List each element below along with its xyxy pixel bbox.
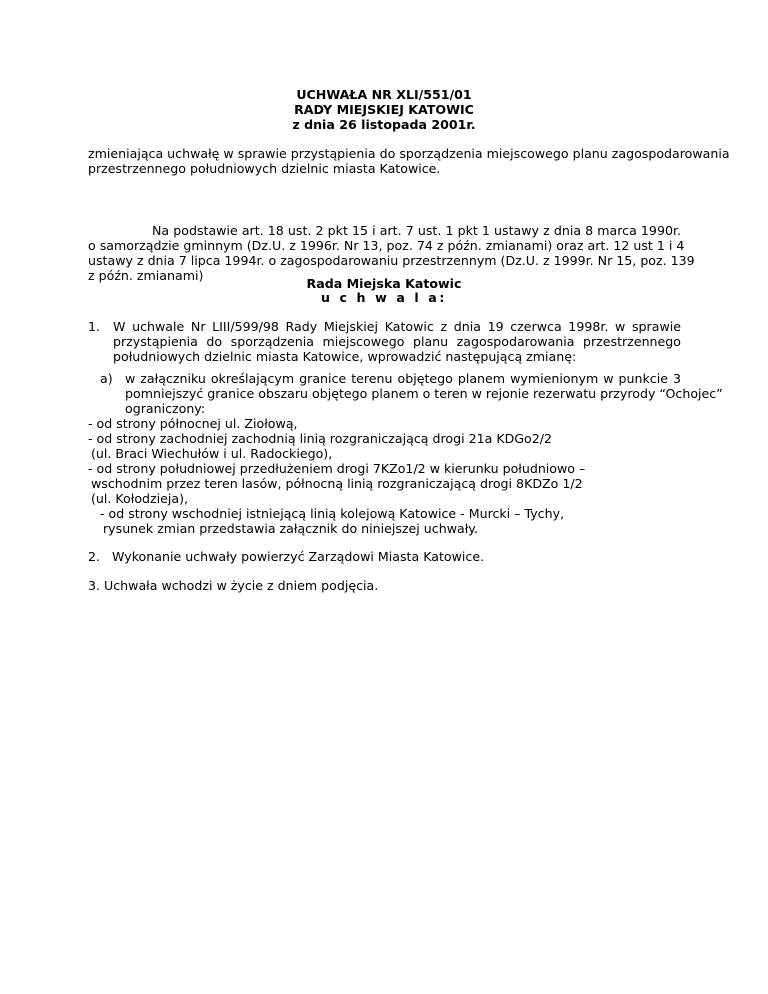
bound-south-street: (ul. Kołodzieja),: [91, 491, 189, 506]
council-name-heading: RADY MIEJSKIEJ KATOWIC: [294, 102, 474, 117]
item-1a-marker: a): [100, 371, 113, 386]
subject-line-1: zmieniająca uchwałę w sprawie przystąpienia do sporządzenia miejscowego planu zagospodarowania: [88, 146, 730, 161]
item-3: 3. Uchwała wchodzi w życie z dniem podjęcia.: [88, 578, 379, 593]
bound-west-streets: (ul. Braci Wiechułów i ul. Radockiego),: [91, 446, 333, 461]
legal-basis-line-1: Na podstawie art. 18 ust. 2 pkt 15 i art. 7 ust. 1 pkt 1 ustawy z dnia 8 marca 1990r.: [152, 223, 681, 238]
bound-east: - od strony wschodniej istniejącą linią kolejową Katowice - Murcki – Tychy,: [100, 506, 565, 521]
council-heading: Rada Miejska Katowic: [306, 276, 462, 291]
bound-south: - od strony południowej przedłużeniem drogi 7KZo1/2 w kierunku południowo –: [88, 461, 586, 476]
subject-line-2: przestrzennego południowych dzielnic miasta Katowice.: [88, 161, 441, 176]
item-1a-line-3: ograniczony:: [125, 401, 206, 416]
drawing-note: rysunek zmian przedstawia załącznik do niniejszej uchwały.: [103, 521, 478, 536]
item-1-number: 1.: [88, 319, 101, 334]
resolution-number: UCHWAŁA NR XLI/551/01: [296, 87, 472, 102]
bound-west: - od strony zachodniej zachodnią linią rozgraniczającą drogi 21a KDGo2/2: [88, 431, 553, 446]
bound-south-cont: wschodnim przez teren lasów, północną linią rozgraniczającą drogi 8KDZo 1/2: [91, 476, 583, 491]
legal-basis-line-2: o samorządzie gminnym (Dz.U. z 1996r. Nr 13, poz. 74 z późn. zmianami) oraz art. 12 ust 1 i 4: [88, 238, 685, 253]
item-1-line-3: południowych dzielnic miasta Katowice, wprowadzić następującą zmianę:: [113, 349, 577, 364]
legal-basis-line-3: ustawy z dnia 7 lipca 1994r. o zagospodarowaniu przestrzennym (Dz.U. z 1999r. Nr 15, poz. 139: [88, 253, 695, 268]
resolves-heading: u c h w a l a:: [320, 290, 448, 305]
item-2: 2. Wykonanie uchwały powierzyć Zarządowi Miasta Katowice.: [88, 549, 485, 564]
legal-basis-line-4: z późn. zmianami): [88, 268, 204, 283]
item-1-line-2: przystąpienia do sporządzenia miejscowego planu zagospodarowania przestrzennego: [113, 334, 681, 349]
item-1-line-1: W uchwale Nr LIII/599/98 Rady Miejskiej Katowic z dnia 19 czerwca 1998r. w sprawie: [113, 319, 681, 334]
item-1a-line-2: pomniejszyć granice obszaru objętego planem o teren w rejonie rezerwatu przyrody “Ochojec”: [125, 386, 723, 401]
resolution-date: z dnia 26 listopada 2001r.: [292, 117, 476, 132]
item-1a-line-1: w załączniku określającym granice terenu objętego planem wymienionym w punkcie 3: [125, 371, 681, 386]
bound-north: - od strony północnej ul. Ziołową,: [88, 416, 298, 431]
